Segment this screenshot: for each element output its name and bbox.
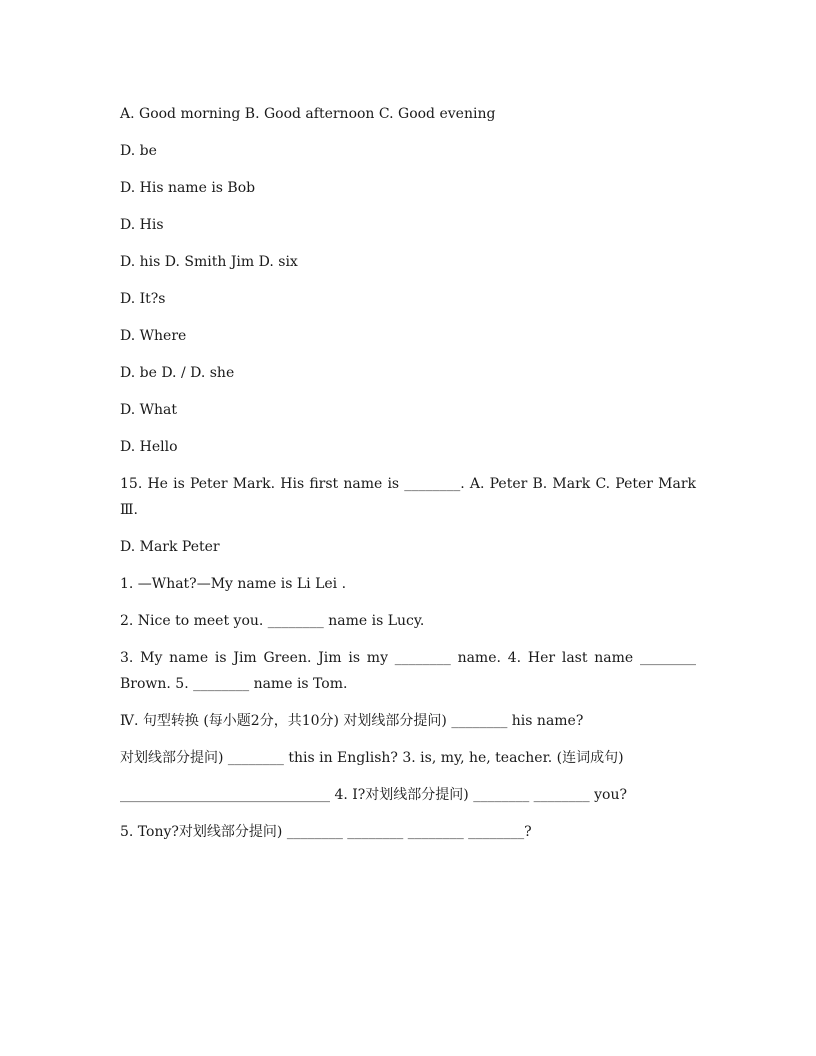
question-15: 15. He is Peter Mark. His first name is ________. A. Peter B. Mark C. Peter Mark Ⅲ. [120,476,701,518]
fill-item-2: 2. Nice to meet you. ________ name is Lucy. [120,613,425,629]
transform-items-2-3: 对划线部分提问) ________ this in English? 3. is, my, he, teacher. (连词成句) [120,750,624,766]
text-line-9: D. What [120,402,178,418]
text-line-1: A. Good morning B. Good afternoon C. Good evening [120,106,496,122]
text-line-4: D. His [120,217,164,233]
section-iv-heading: Ⅳ. 句型转换 (每小题2分，共10分) 对划线部分提问) ________ his name? [120,713,584,729]
text-line-10: D. Hello [120,439,178,455]
transform-item-4: ______________________________ 4. I?对划线部分提问) ________ ________ you? [120,787,627,803]
document-body [120,101,701,845]
text-line-7: D. Where [120,328,187,344]
text-line-12: D. Mark Peter [120,539,220,555]
text-line-2: D. be [120,143,157,159]
text-line-6: D. It?s [120,291,166,307]
text-line-3: D. His name is Bob [120,180,256,196]
fill-items-3-5: 3. My name is Jim Green. Jim is my ________ name. 4. Her last name ________ Brown. 5. ________ name is Tom. [120,650,701,692]
fill-item-1: 1. —What?—My name is Li Lei . [120,576,347,592]
text-line-8: D. be D. / D. she [120,365,235,381]
transform-item-5: 5. Tony?对划线部分提问) ________ ________ ________ ________? [120,824,532,840]
text-line-5: D. his D. Smith Jim D. six [120,254,298,270]
